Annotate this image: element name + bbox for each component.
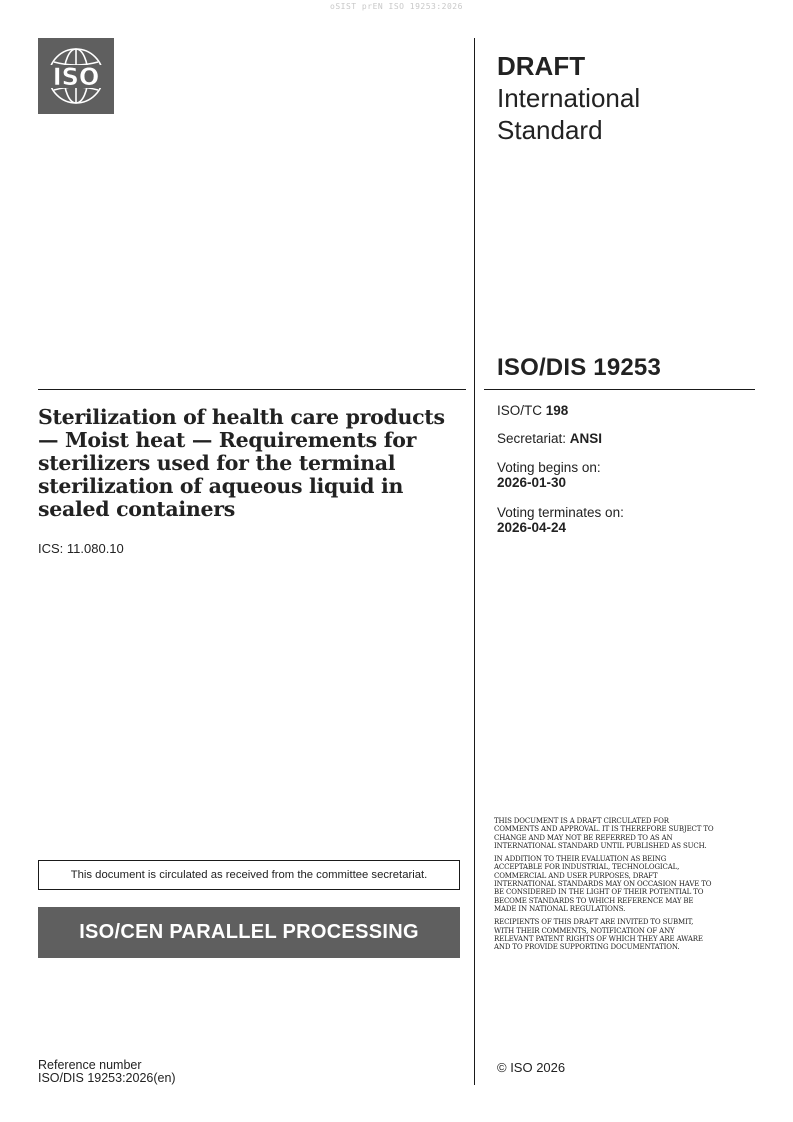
disclaimer-paragraph-1: THIS DOCUMENT IS A DRAFT CIRCULATED FOR COMMENTS AND APPROVAL. IT IS THEREFORE SUBJECT TO CHANGE AND MAY NOT BE REFERRED TO AS AN INTERNATIONAL STANDARD UNTIL PUBLISHED AS SUCH. (494, 817, 714, 850)
parallel-processing-banner: ISO/CEN PARALLEL PROCESSING (38, 907, 460, 958)
draft-disclaimer (494, 817, 714, 956)
voting-begins (497, 460, 747, 490)
circulation-notice: This document is circulated as received from the committee secretariat. (38, 860, 460, 890)
iso-globe-logo-icon (38, 38, 114, 114)
reference-value: ISO/DIS 19253:2026(en) (38, 1071, 176, 1085)
secretariat-label: Secretariat: (497, 431, 567, 446)
disclaimer-paragraph-3: RECIPIENTS OF THIS DRAFT ARE INVITED TO SUBMIT, WITH THEIR COMMENTS, NOTIFICATION OF ANY RELEVANT PATENT RIGHTS OF WHICH THEY ARE AWARE AND TO PROVIDE SUPPORTING DOCUMENTATION. (494, 918, 703, 952)
ics-code: ICS: 11.080.10 (38, 541, 124, 556)
horizontal-divider-left (38, 389, 466, 390)
reference-number (38, 1059, 176, 1085)
reference-label: Reference number (38, 1058, 142, 1072)
secretariat (497, 431, 747, 446)
logo-text: ISO (52, 63, 100, 91)
standard-label: Standard (497, 115, 603, 145)
technical-committee (497, 403, 747, 418)
voting-begins-label: Voting begins on: (497, 460, 601, 475)
tc-label: ISO/TC (497, 403, 543, 418)
voting-terminates-date: 2026-04-24 (497, 520, 567, 535)
voting-terminates-label: Voting terminates on: (497, 505, 624, 520)
copyright-notice: © ISO 2026 (497, 1060, 566, 1075)
horizontal-divider-right (484, 389, 755, 390)
voting-terminates (497, 505, 747, 535)
iso-logo (38, 38, 114, 114)
voting-begins-date: 2026-01-30 (497, 475, 567, 490)
document-number: ISO/DIS 19253 (497, 354, 662, 381)
secretariat-value: ANSI (569, 431, 603, 446)
watermark-text: oSIST prEN ISO 19253:2026 (330, 2, 463, 11)
vertical-divider (474, 38, 475, 1085)
draft-heading (497, 50, 747, 146)
document-title: Sterilization of health care products — Moist heat — Requirements for sterilizers used for the terminal sterilization of aqueous liquid in sealed containers (38, 405, 445, 521)
draft-label: DRAFT (497, 51, 586, 81)
international-label: International (497, 83, 641, 113)
disclaimer-paragraph-2: IN ADDITION TO THEIR EVALUATION AS BEING ACCEPTABLE FOR INDUSTRIAL, TECHNOLOGICAL, COMMERCIAL AND USER PURPOSES, DRAFT INTERNATIONAL STANDARDS MAY ON OCCASION HAVE TO BE CONSIDERED IN THE LIGHT OF THEIR POTENTIAL TO BECOME STANDARDS TO WHICH REFERENCE MAY BE MADE IN NATIONAL REGULATIONS. (494, 855, 712, 913)
tc-value: 198 (545, 403, 569, 418)
